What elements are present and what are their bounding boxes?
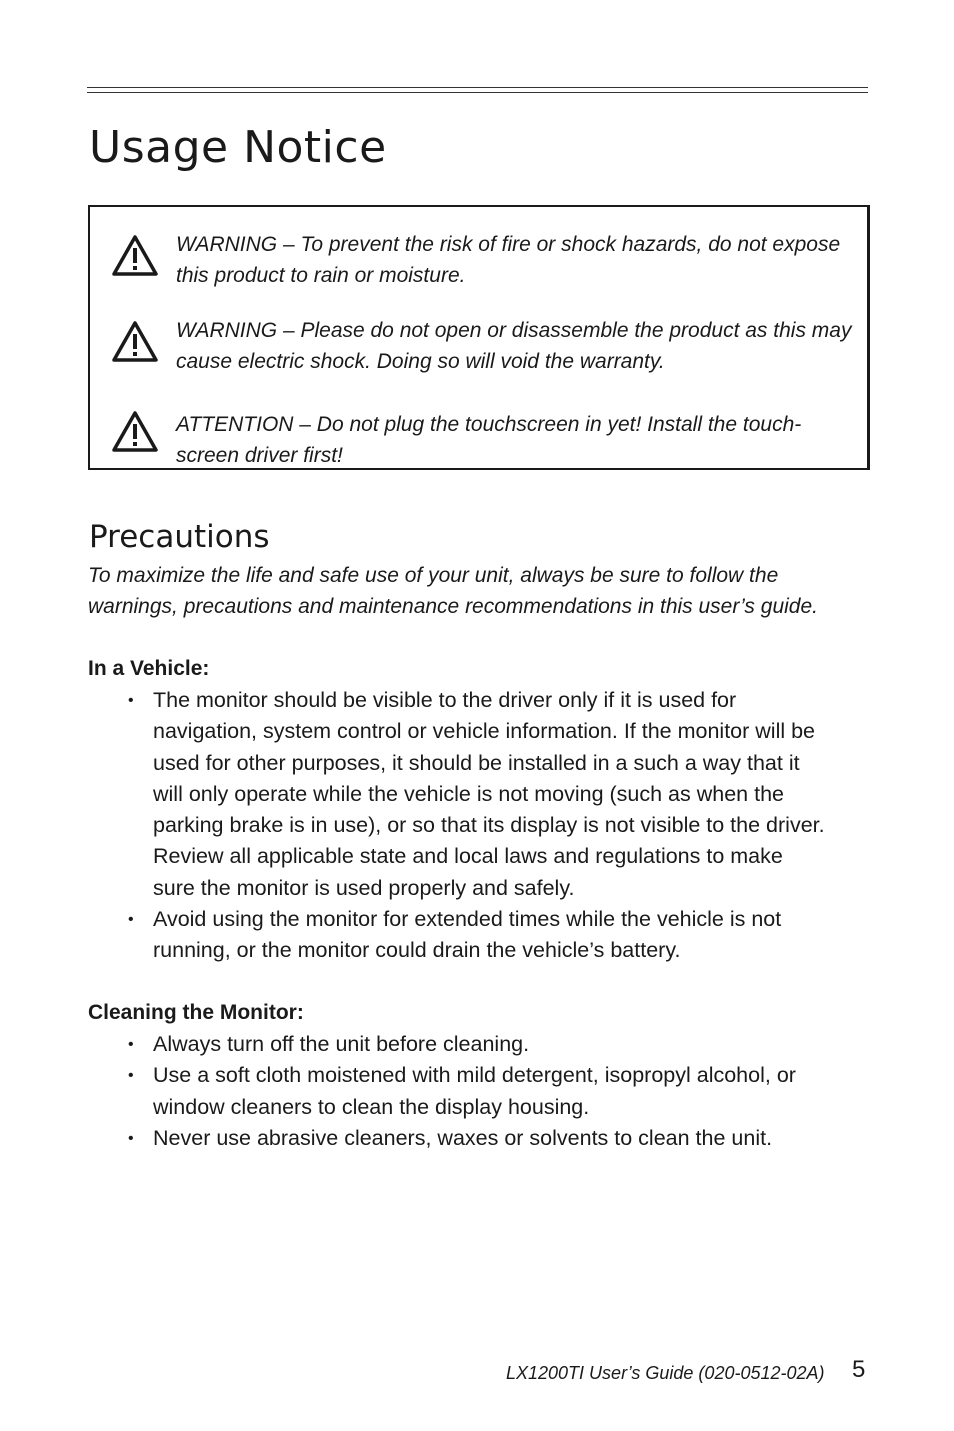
- list-item: • Always turn off the unit before cleaning.: [128, 1029, 848, 1060]
- warning-triangle-icon: [110, 319, 160, 365]
- subsection-heading-vehicle: In a Vehicle:: [88, 657, 210, 680]
- vehicle-list: [128, 685, 828, 967]
- top-rule: [87, 87, 868, 88]
- footer-guide-title: LX1200TI User’s Guide (020-0512-02A): [506, 1363, 825, 1383]
- warning-triangle-icon: [110, 409, 160, 455]
- list-item: • Use a soft cloth moistened with mild detergent, isopropyl alcohol, or window cleaners to clean the display housing.: [128, 1060, 848, 1123]
- warning-triangle-icon: [110, 233, 160, 279]
- subsection-heading-cleaning: Cleaning the Monitor:: [88, 1001, 304, 1024]
- list-item: • The monitor should be visible to the driver only if it is used for navigation, system control or vehicle information. If the monitor will be used for other purposes, it should be installed in a such a way that it will only operate while the vehicle is not moving (such as when the parking brake is in use), or so that its display is not visible to the driver. Review all applicable state and local laws and regulations to make sure the monitor is used properly and safely.: [128, 685, 828, 904]
- cleaning-list: [128, 1029, 848, 1154]
- warning-text: ATTENTION – Do not plug the touchscreen in yet! Install the touch-screen driver first!: [176, 413, 802, 467]
- warning-text: WARNING – To prevent the risk of fire or shock hazards, do not expose this product to rain or moisture.: [176, 233, 841, 287]
- page-title: Usage Notice: [89, 122, 387, 173]
- list-item: • Never use abrasive cleaners, waxes or solvents to clean the unit.: [128, 1123, 848, 1154]
- precautions-intro: To maximize the life and safe use of your unit, always be sure to follow the warnings, precautions and maintenance recommendations in this user’s guide.: [88, 564, 818, 618]
- page-number: 5: [852, 1356, 866, 1383]
- list-item: • Avoid using the monitor for extended times while the vehicle is not running, or the monitor could drain the vehicle’s battery.: [128, 904, 828, 967]
- warning-box: [88, 205, 870, 470]
- section-title-precautions: Precautions: [89, 519, 270, 555]
- warning-text: WARNING – Please do not open or disassemble the product as this may cause electric shock. Doing so will void the warranty.: [176, 319, 852, 373]
- top-rule-secondary: [87, 92, 868, 93]
